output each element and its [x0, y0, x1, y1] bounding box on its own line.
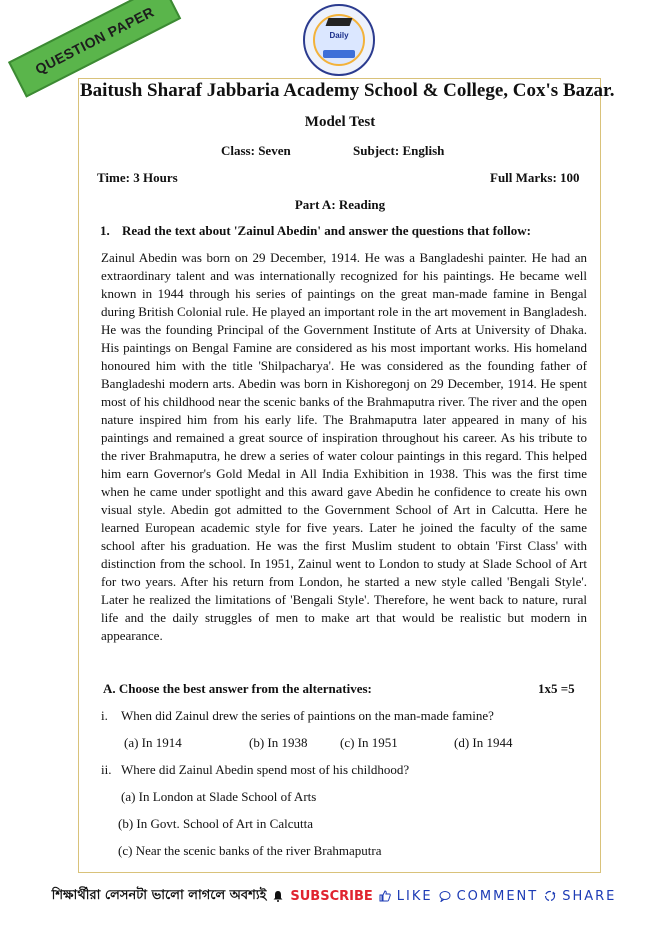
footer-banner — [0, 885, 668, 907]
question-text: Read the text about 'Zainul Abedin' and answer the questions that follow: — [122, 223, 531, 238]
subscribe-link[interactable]: SUBSCRIBE — [290, 888, 373, 904]
book-icon — [323, 50, 355, 58]
time-label: Time: 3 Hours — [97, 170, 178, 185]
question-text: When did Zainul drew the series of paintions on the man-made famine? — [121, 708, 494, 723]
section-a-title: A. Choose the best answer from the alternatives: — [103, 681, 372, 696]
question-number: i. — [101, 708, 108, 723]
question-1 — [100, 223, 531, 239]
exam-title: Model Test — [304, 114, 376, 130]
question-i — [101, 708, 494, 724]
question-text: Where did Zainul Abedin spend most of his childhood? — [121, 762, 410, 777]
ribbon-label: QUESTION PAPER — [32, 3, 157, 78]
logo-text: Daily — [329, 31, 349, 40]
reading-passage: Zainul Abedin was born on 29 December, 1914. He was a Bangladeshi painter. He had an extraordinary talent and was internationally recognized for his paintings. He became well known in 1944 through his series of paintings on the great man-made famine in Bengal during British Colonial rule. He played an important role in the art movement in Bangladesh. He was the founding Principal of the Government Institute of Arts at University of Dhaka. His paintings on Bengal Famine are considered as his most important works. His homeland honoured him with the title 'Shilpacharya'. He was considered as the founding father of Bangladeshi modern arts. Abedin was born in Kishoregonj on 29 December, 1914. He spent most of his childhood near the scenic banks of the Brahmaputra river. The river and the open nature inspired him from his early life. The Brahmaputra later appeared in many of his paintings and remained a great source of inspiration throughout his career. As his tribute to the river Brahmaputra, he drew a series of water colour paintings in this regard. This helped him earn Governor's Gold Medal in All India Exhibition in 1938. This was the first time when he came under spotlight and this award gave Abedin he confidence to create his own visual style. Abedin got admitted to the Government School of Art in Calcutta. Here he learned European academic style for five years. Later he joined the faculty of the same school after his graduation. He was the first Muslim student to obtain 'First Class' with distinction from the school. In 1951, Zainul went to London to study at Slade School of Art for two years. After his return from London, he started a new style called 'Bengali Style'. Later he realized the limitations of 'Bengali Style'. Therefore, he went back to nature, rural life and the daily struggles of men to make art that would be realistic but modern in appearance. — [101, 250, 587, 643]
like-link[interactable]: LIKE — [396, 888, 433, 904]
full-marks-label: Full Marks: 100 — [490, 170, 580, 185]
subject-label: Subject: English — [353, 143, 445, 158]
option-a: (a) In London at Slade School of Arts — [121, 789, 317, 804]
share-icon — [544, 890, 556, 902]
comment-icon — [439, 890, 451, 902]
bell-icon — [272, 890, 284, 902]
section-a-marks: 1x5 =5 — [538, 681, 575, 696]
class-label: Class: Seven — [221, 143, 291, 158]
option-c: (c) In 1951 — [340, 735, 398, 750]
question-number: 1. — [100, 223, 110, 238]
thumbs-up-icon — [379, 890, 391, 902]
option-d: (d) In 1944 — [454, 735, 513, 750]
share-link[interactable]: SHARE — [562, 888, 617, 904]
option-b: (b) In Govt. School of Art in Calcutta — [118, 816, 313, 831]
footer-bangla-text: শিক্ষার্থীরা লেসনটা ভালো লাগলে অবশ্যই — [51, 887, 267, 903]
question-number: ii. — [101, 762, 112, 777]
part-a-title: Part A: Reading — [294, 197, 386, 212]
option-c: (c) Near the scenic banks of the river Brahmaputra — [118, 843, 382, 858]
daily-logo — [303, 4, 375, 76]
question-ii — [101, 762, 409, 778]
graduation-cap-icon — [326, 18, 353, 26]
school-name: Baitush Sharaf Jabbaria Academy School & College, Cox's Bazar. — [80, 80, 615, 101]
option-b: (b) In 1938 — [249, 735, 308, 750]
comment-link[interactable]: COMMENT — [456, 888, 539, 904]
option-a: (a) In 1914 — [124, 735, 182, 750]
